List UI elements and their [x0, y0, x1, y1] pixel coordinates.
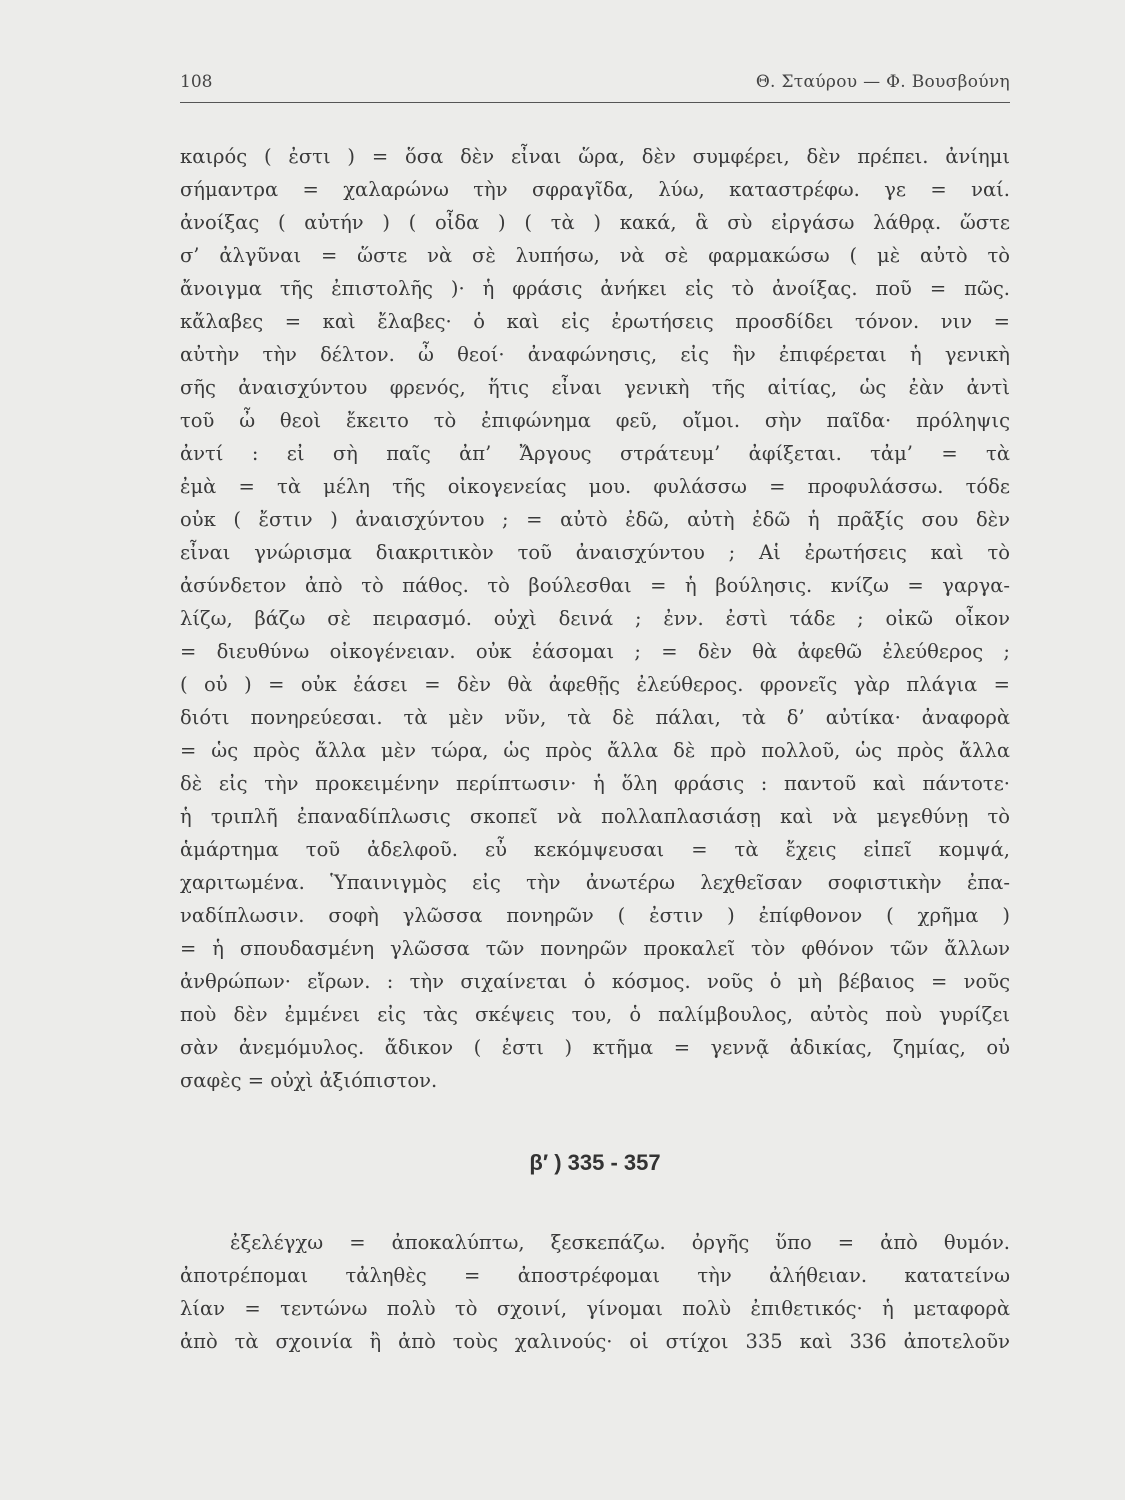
- text-line: λίαν = τεντώνω πολὺ τὸ σχοινί, γίνομαι πολὺ ἐπιθετικός· ἡ μεταφορὰ: [180, 1297, 1010, 1320]
- text-line: = ὡς πρὸς ἄλλα μὲν τώρα, ὡς πρὸς ἄλλα δὲ πρὸ πολλοῦ, ὡς πρὸς ἄλλα: [180, 739, 1010, 762]
- text-line: τοῦ ὦ θεοὶ ἔκειτο τὸ ἐπιφώνημα φεῦ, οἴμοι. σὴν παῖδα· πρόληψις: [180, 409, 1010, 432]
- text-line: ἁμάρτημα τοῦ ἀδελφοῦ. εὖ κεκόμψευσαι = τὰ ἔχεις εἰπεῖ κομψά,: [180, 838, 1010, 861]
- text-line: ἀποτρέπομαι τἀληθὲς = ἀποστρέφομαι τὴν ἀλήθειαν. κατατείνω: [180, 1264, 1010, 1287]
- text-line: ἐμὰ = τὰ μέλη τῆς οἰκογενείας μου. φυλάσσω = προφυλάσσω. τόδε: [180, 475, 1010, 498]
- text-line: σὰν ἀνεμόμυλος. ἄδικον ( ἐστι ) κτῆμα = γεννᾷ ἀδικίας, ζημίας, οὐ: [180, 1036, 1010, 1059]
- page-header: [180, 72, 1010, 103]
- text-line: κἄλαβες = καὶ ἔλαβες· ὁ καὶ εἰς ἐρωτήσεις προσδίδει τόνον. νιν =: [180, 310, 1010, 333]
- text-line: λίζω, βάζω σὲ πειρασμό. οὐχὶ δεινά ; ἐνν. ἐστὶ τάδε ; οἰκῶ οἶκον: [180, 607, 1010, 630]
- text-line: = διευθύνω οἰκογένειαν. οὐκ ἐάσομαι ; = δὲν θὰ ἀφεθῶ ἐλεύθερος ;: [180, 640, 1010, 663]
- text-line: ἡ τριπλῆ ἐπαναδίπλωσις σκοπεῖ νὰ πολλαπλασιάσῃ καὶ νὰ μεγεθύνῃ τὸ: [180, 805, 1010, 828]
- text-line: σαφὲς = οὐχὶ ἀξιόπιστον.: [180, 1069, 438, 1092]
- text-line: ἀνθρώπων· εἴρων. : τὴν σιχαίνεται ὁ κόσμος. νοῦς ὁ μὴ βέβαιος = νοῦς: [180, 970, 1010, 993]
- text-line: σήμαντρα = χαλαρώνω τὴν σφραγῖδα, λύω, καταστρέφω. γε = ναί.: [180, 178, 1010, 201]
- text-line: ἐξελέγχω = ἀποκαλύπτω, ξεσκεπάζω. ὀργῆς ὕπο = ἀπὸ θυμόν.: [230, 1231, 1010, 1254]
- text-line: ναδίπλωσιν. σοφὴ γλῶσσα πονηρῶν ( ἐστιν ) ἐπίφθονον ( χρῆμα ): [180, 904, 1010, 927]
- text-line: δὲ εἰς τὴν προκειμένην περίπτωσιν· ἡ ὅλη φράσις : παντοῦ καὶ πάντοτε·: [180, 772, 1010, 795]
- text-line: καιρός ( ἐστι ) = ὅσα δὲν εἶναι ὥρα, δὲν συμφέρει, δὲν πρέπει. ἀνίημι: [180, 145, 1010, 168]
- commentary-text-section-b: [180, 1226, 1010, 1358]
- running-title: Θ. Σταύρου — Φ. Βουσβούνη: [755, 72, 1010, 92]
- text-line: οὐκ ( ἔστιν ) ἀναισχύντου ; = αὐτὸ ἐδῶ, αὐτὴ ἐδῶ ἡ πρᾶξίς σου δὲν: [180, 508, 1010, 531]
- section-heading: β′ ) 335 - 357: [529, 1150, 661, 1175]
- text-line: ἀνοίξας ( αὐτήν ) ( οἶδα ) ( τὰ ) κακά, ἃ σὺ εἰργάσω λάθρᾳ. ὥστε: [180, 211, 1010, 234]
- text-line: αὐτὴν τὴν δέλτον. ὦ θεοί· ἀναφώνησις, εἰς ἣν ἐπιφέρεται ἡ γενικὴ: [180, 343, 1010, 366]
- text-line: χαριτωμένα. Ὑπαινιγμὸς εἰς τὴν ἀνωτέρω λεχθεῖσαν σοφιστικὴν ἐπα-: [180, 871, 1010, 894]
- text-line: ἀντί : εἰ σὴ παῖς ἀπ’ Ἄργους στράτευμ’ ἀφίξεται. τἀμ’ = τὰ: [180, 442, 1010, 465]
- page-number: 108: [180, 72, 213, 92]
- text-line: = ἡ σπουδασμένη γλῶσσα τῶν πονηρῶν προκαλεῖ τὸν φθόνον τῶν ἄλλων: [180, 937, 1010, 960]
- text-line: ποὺ δὲν ἐμμένει εἰς τὰς σκέψεις του, ὁ παλίμβουλος, αὐτὸς ποὺ γυρίζει: [180, 1003, 1010, 1026]
- text-line: ( οὐ ) = οὐκ ἐάσει = δὲν θὰ ἀφεθῇς ἐλεύθερος. φρονεῖς γὰρ πλάγια =: [180, 673, 1010, 696]
- text-line: ἀσύνδετον ἀπὸ τὸ πάθος. τὸ βούλεσθαι = ἡ βούλησις. κνίζω = γαργα-: [180, 574, 1010, 597]
- text-line: σῆς ἀναισχύντου φρενός, ἥτις εἶναι γενικὴ τῆς αἰτίας, ὡς ἐὰν ἀντὶ: [180, 376, 1010, 399]
- commentary-text: [180, 140, 1010, 1097]
- text-line: διότι πονηρεύεσαι. τὰ μὲν νῦν, τὰ δὲ πάλαι, τὰ δ’ αὐτίκα· ἀναφορὰ: [180, 706, 1010, 729]
- text-line: σ’ ἀλγῦναι = ὥστε νὰ σὲ λυπήσω, νὰ σὲ φαρμακώσω ( μὲ αὐτὸ τὸ: [180, 244, 1010, 267]
- text-line: ἄνοιγμα τῆς ἐπιστολῆς )· ἡ φράσις ἀνήκει εἰς τὸ ἀνοίξας. ποῦ = πῶς.: [180, 277, 1010, 300]
- text-line: ἀπὸ τὰ σχοινία ἢ ἀπὸ τοὺς χαλινούς· οἱ στίχοι 335 καὶ 336 ἀποτελοῦν: [180, 1330, 1010, 1353]
- text-line: εἶναι γνώρισμα διακριτικὸν τοῦ ἀναισχύντου ; Αἱ ἐρωτήσεις καὶ τὸ: [180, 541, 1010, 564]
